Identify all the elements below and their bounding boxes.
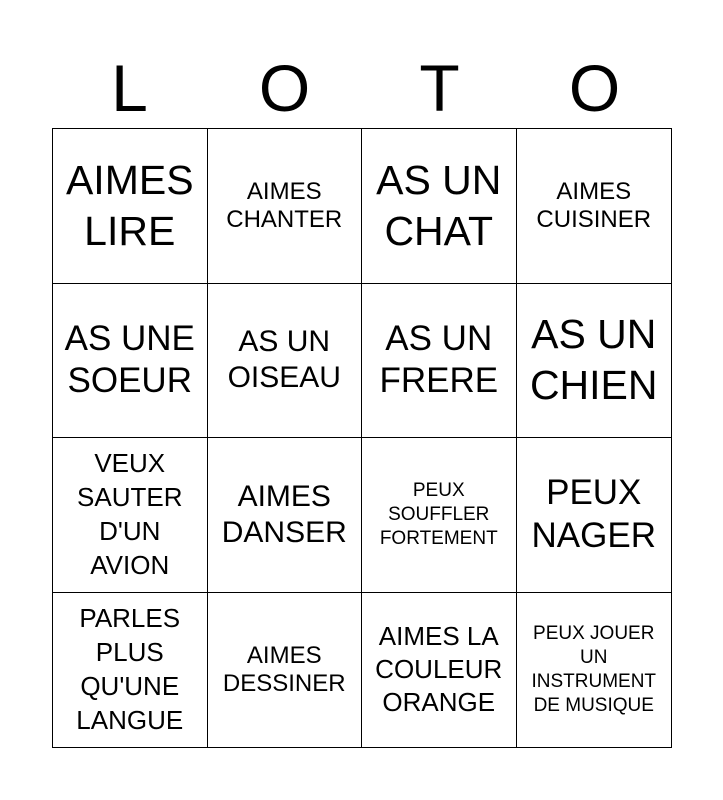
board-cell[interactable] — [53, 438, 208, 593]
cell-label: VEUX SAUTER D'UN AVION — [77, 448, 183, 580]
cell-label: PARLES PLUS QU'UNE LANGUE — [76, 603, 184, 735]
board-cell[interactable] — [53, 284, 208, 439]
loto-board — [52, 128, 672, 748]
title-letter-o-2: O — [568, 51, 621, 125]
cell-label: AS UN CHIEN — [529, 311, 658, 409]
board-cell[interactable] — [208, 129, 363, 284]
cell-label: AS UN CHAT — [376, 156, 502, 254]
board-cell[interactable] — [517, 438, 672, 593]
cell-label: AIMES DESSINER — [222, 641, 346, 697]
cell-label: AS UN FRERE — [379, 318, 499, 401]
board-cell[interactable] — [362, 438, 517, 593]
cell-label: AIMES CUISINER — [536, 177, 652, 233]
cell-label: PEUX JOUER UN INSTRUMENT DE MUSIQUE — [531, 623, 657, 716]
board-cell[interactable] — [517, 129, 672, 284]
cell-label: PEUX SOUFFLER FORTEMENT — [379, 480, 498, 549]
board-cell[interactable] — [362, 593, 517, 748]
cell-label: AS UNE SOEUR — [64, 318, 195, 401]
title-letter-l: L — [111, 51, 148, 125]
board-cell[interactable] — [208, 593, 363, 748]
board-cell[interactable] — [517, 284, 672, 439]
loto-title — [52, 48, 672, 128]
board-cell[interactable] — [362, 284, 517, 439]
board-cell[interactable] — [517, 593, 672, 748]
board-cell[interactable] — [208, 284, 363, 439]
board-cell[interactable] — [362, 129, 517, 284]
board-cell[interactable] — [208, 438, 363, 593]
cell-label: AIMES LIRE — [65, 156, 194, 254]
cell-label: PEUX NAGER — [531, 473, 656, 555]
cell-label: AIMES CHANTER — [226, 177, 343, 233]
board-cell[interactable] — [53, 129, 208, 284]
cell-label: AIMES LA COULEUR ORANGE — [375, 620, 503, 718]
title-letter-t: T — [419, 51, 460, 125]
title-letter-o: O — [258, 51, 311, 125]
board-cell[interactable] — [53, 593, 208, 748]
cell-label: AS UN OISEAU — [227, 325, 341, 395]
cell-label: AIMES DANSER — [221, 479, 347, 549]
